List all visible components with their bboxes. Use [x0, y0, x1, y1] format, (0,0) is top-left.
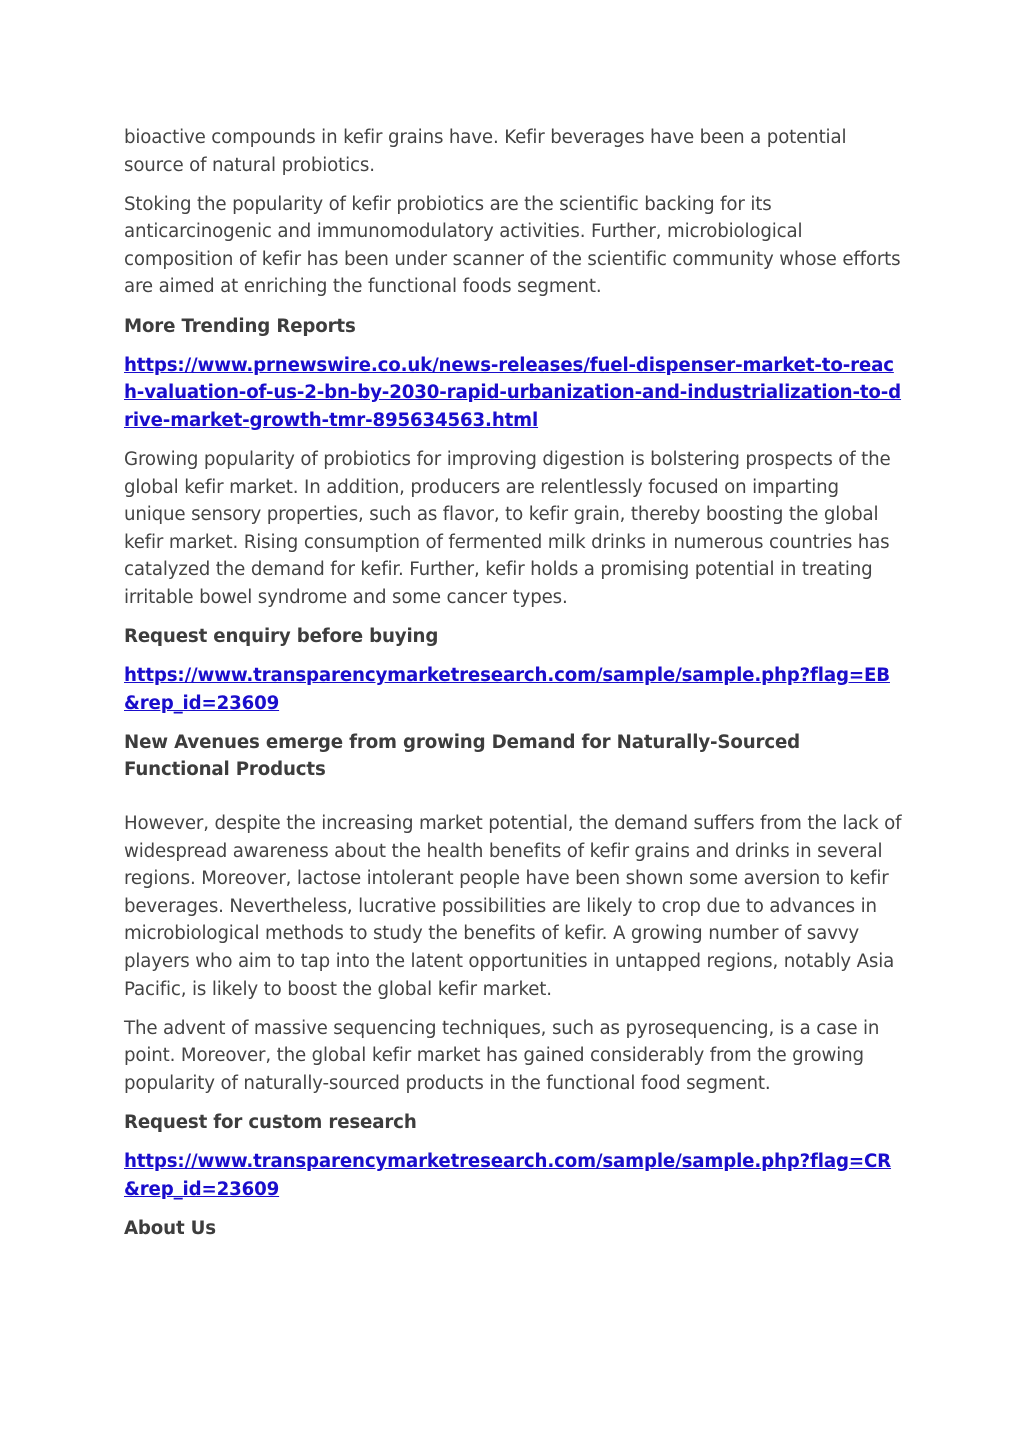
link-request-enquiry[interactable]: https://www.transparencymarketresearch.com/sample/sample.php?flag=EB&rep_id=23609: [124, 665, 890, 714]
paragraph-scientific-backing: Stoking the popularity of kefir probiotics are the scientific backing for its anticarcinogenic and immunomodulatory activities. Further, microbiological composition of kefir has been under scanner of the scientific community whose efforts are aimed at enriching the functional foods segment.: [124, 193, 901, 298]
heading-about-us: About Us: [124, 1217, 216, 1239]
heading-request-enquiry: Request enquiry before buying: [124, 626, 439, 647]
paragraph-market-challenges: However, despite the increasing market potential, the demand suffers from the lack of widespread awareness about the health benefits of kefir grains and drinks in several regions. Moreover, lactose intolerant people have been shown some aversion to kefir beverages. Nevertheless, lucrative possibilities are likely to crop due to advances in microbiological methods to study the benefits of kefir. A growing number of savvy players who aim to tap into the latent opportunities in untapped regions, notably Asia Pacific, is likely to boost the global kefir market.: [124, 812, 902, 1000]
link-trending-report[interactable]: https://www.prnewswire.co.uk/news-releases/fuel-dispenser-market-to-reach-valuation-of-us-2-bn-by-2030-rapid-urbanization-and-industrialization-to-drive-market-growth-tmr-895634563.html: [124, 354, 902, 431]
document-page: [124, 124, 904, 1254]
heading-new-avenues: New Avenues emerge from growing Demand for Naturally-Sourced Functional Products: [124, 731, 801, 781]
heading-more-trending-reports: More Trending Reports: [124, 315, 356, 337]
paragraph-probiotics-intro: bioactive compounds in kefir grains have. Kefir beverages have been a potential source of natural probiotics.: [124, 127, 847, 176]
paragraph-market-growth: Growing popularity of probiotics for improving digestion is bolstering prospects of the global kefir market. In addition, producers are relentlessly focused on imparting unique sensory properties, such as flavor, to kefir grain, thereby boosting the global kefir market. Rising consumption of fermented milk drinks in numerous countries has catalyzed the demand for kefir. Further, kefir holds a promising potential in treating irritable bowel syndrome and some cancer types.: [124, 448, 891, 608]
heading-custom-research: Request for custom research: [124, 1111, 417, 1133]
link-custom-research[interactable]: https://www.transparencymarketresearch.com/sample/sample.php?flag=CR&rep_id=23609: [124, 1151, 892, 1200]
paragraph-sequencing-techniques: The advent of massive sequencing techniques, such as pyrosequencing, is a case in point. Moreover, the global kefir market has gained considerably from the growing popularity of naturally-sourced products in the functional food segment.: [124, 1017, 880, 1094]
